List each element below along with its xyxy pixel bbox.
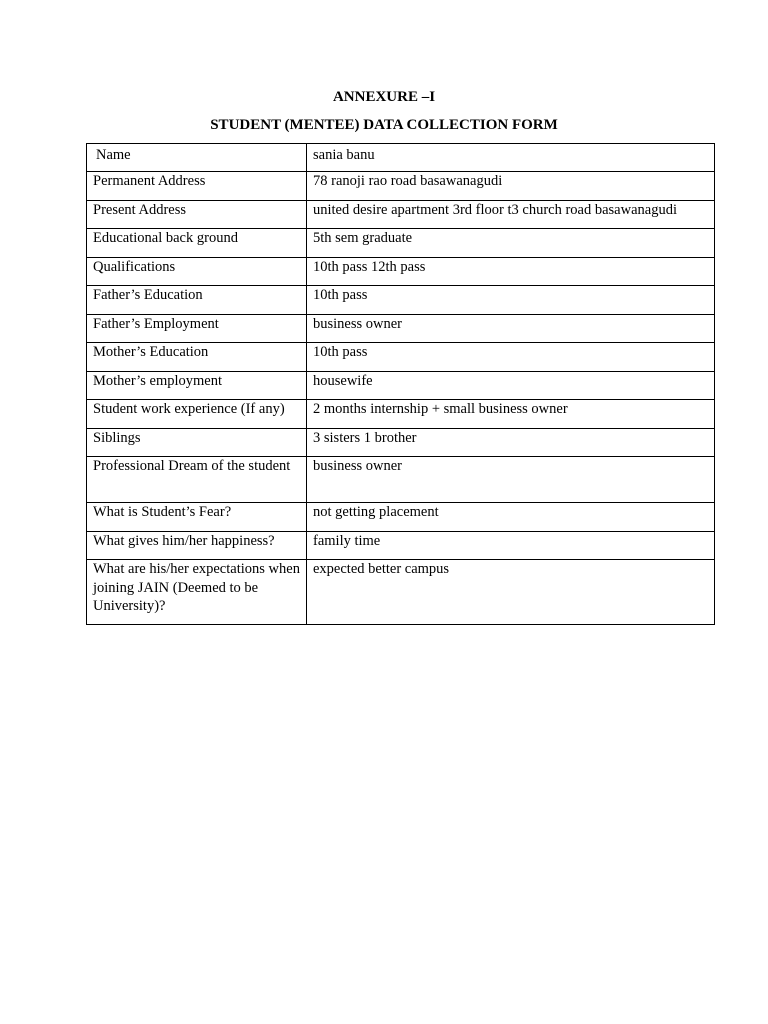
table-row — [87, 371, 715, 400]
field-label: Qualifications — [87, 257, 307, 286]
data-collection-table — [86, 143, 715, 625]
field-value: sania banu — [307, 144, 715, 172]
field-value: 78 ranoji rao road basawanagudi — [307, 172, 715, 201]
field-label: What gives him/her happiness? — [87, 531, 307, 560]
table-row — [87, 503, 715, 532]
field-value: 10th pass 12th pass — [307, 257, 715, 286]
field-label: Present Address — [87, 200, 307, 229]
field-value: business owner — [307, 314, 715, 343]
table-row — [87, 343, 715, 372]
field-value: 3 sisters 1 brother — [307, 428, 715, 457]
field-label: What is Student’s Fear? — [87, 503, 307, 532]
table-row — [87, 229, 715, 258]
field-value: 5th sem graduate — [307, 229, 715, 258]
table-row — [87, 457, 715, 503]
field-value: united desire apartment 3rd floor t3 church road basawanagudi — [307, 200, 715, 229]
field-label: What are his/her expectations when joining JAIN (Deemed to be University)? — [87, 560, 307, 625]
table-row — [87, 531, 715, 560]
field-value: business owner — [307, 457, 715, 503]
field-label: Siblings — [87, 428, 307, 457]
field-value: 2 months internship + small business owner — [307, 400, 715, 429]
field-label: Father’s Education — [87, 286, 307, 315]
field-value: expected better campus — [307, 560, 715, 625]
field-label: Name — [87, 144, 307, 172]
field-label: Professional Dream of the student — [87, 457, 307, 503]
table-row — [87, 172, 715, 201]
table-row — [87, 286, 715, 315]
field-value: housewife — [307, 371, 715, 400]
field-label: Permanent Address — [87, 172, 307, 201]
field-value: 10th pass — [307, 286, 715, 315]
table-row — [87, 400, 715, 429]
field-label: Father’s Employment — [87, 314, 307, 343]
field-label: Educational back ground — [87, 229, 307, 258]
table-row — [87, 257, 715, 286]
field-value: 10th pass — [307, 343, 715, 372]
field-label: Mother’s Education — [87, 343, 307, 372]
table-row — [87, 428, 715, 457]
field-label: Mother’s employment — [87, 371, 307, 400]
field-value: family time — [307, 531, 715, 560]
table-row — [87, 314, 715, 343]
annexure-title: ANNEXURE –I — [332, 89, 436, 105]
form-title: STUDENT (MENTEE) DATA COLLECTION FORM — [210, 117, 558, 133]
table-row — [87, 200, 715, 229]
field-value: not getting placement — [307, 503, 715, 532]
table-row — [87, 560, 715, 625]
table-row — [87, 144, 715, 172]
field-label: Student work experience (If any) — [87, 400, 307, 429]
